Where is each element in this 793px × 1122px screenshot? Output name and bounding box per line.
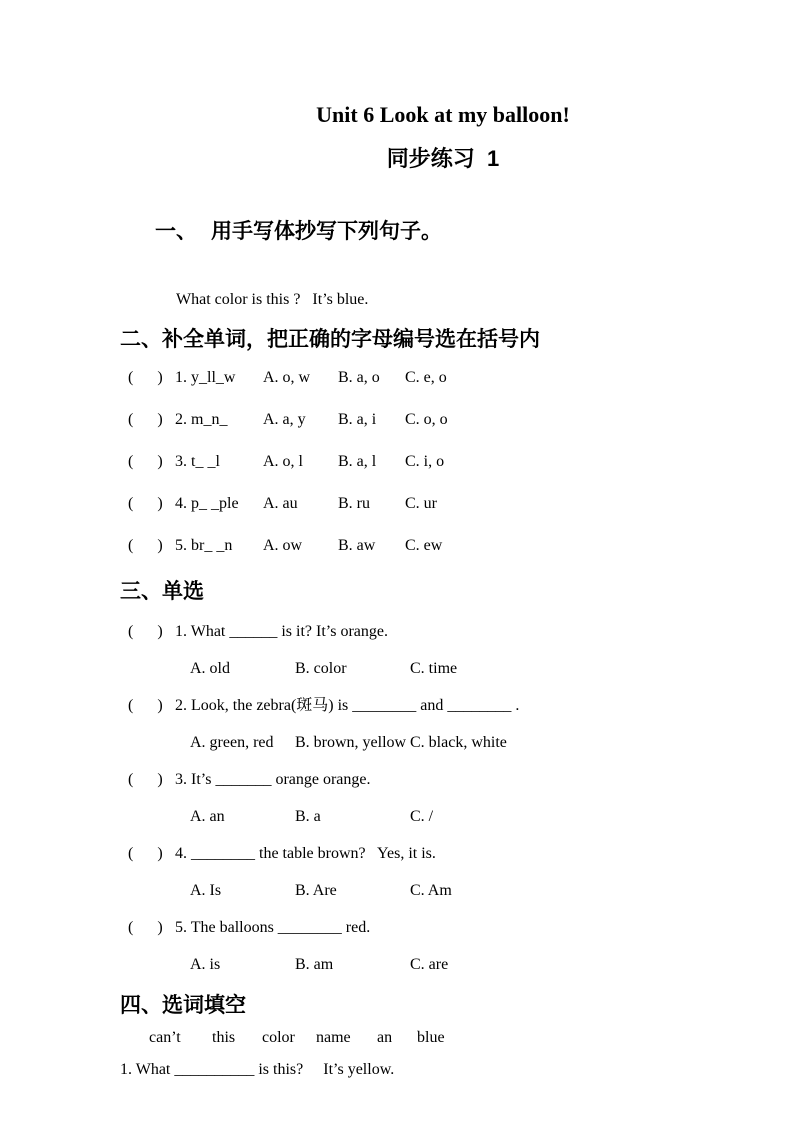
question-stem: 2. m_n_ [175, 411, 228, 428]
mc-options-row [128, 659, 753, 679]
completion-row [128, 410, 753, 430]
completion-row [128, 536, 753, 556]
option-c: C. e, o [405, 369, 447, 386]
completion-row [128, 494, 753, 514]
word-bank-item: blue [417, 1029, 445, 1046]
multiple-choice-rows [120, 622, 753, 975]
option-c: C. Am [410, 882, 452, 899]
word-bank-item: color [262, 1029, 295, 1046]
answer-bracket: ( ) [128, 369, 163, 386]
completion-row [128, 452, 753, 472]
mc-options-row [128, 733, 753, 753]
option-c: C. black, white [410, 734, 507, 751]
doc-subtitle: 同步练习 1 [386, 146, 500, 171]
option-c: C. o, o [405, 411, 448, 428]
completion-row [128, 368, 753, 388]
word-bank-item: name [316, 1029, 351, 1046]
option-a: A. au [263, 495, 298, 512]
option-a: A. green, red [190, 734, 274, 751]
option-b: B. a, i [338, 411, 377, 428]
answer-bracket: ( ) [128, 411, 163, 428]
option-c: C. / [410, 808, 434, 825]
section-four-heading: 四、选词填空 [120, 994, 246, 1017]
answer-bracket: ( ) [128, 919, 163, 936]
answer-bracket: ( ) [128, 537, 163, 554]
option-b: B. ru [338, 495, 370, 512]
option-b: B. Are [295, 882, 337, 899]
word-bank [120, 1028, 753, 1048]
option-a: A. an [190, 808, 225, 825]
option-b: B. a [295, 808, 321, 825]
word-bank-item: this [212, 1029, 236, 1046]
question-stem: 2. Look, the zebra(斑马) is ________ and ________ . [175, 697, 520, 714]
answer-bracket: ( ) [128, 845, 163, 862]
question-stem: 5. br_ _n [175, 537, 233, 554]
option-b: B. am [295, 956, 334, 973]
option-a: A. is [190, 956, 221, 973]
word-bank-item: an [377, 1029, 393, 1046]
completion-rows [120, 368, 753, 556]
answer-bracket: ( ) [128, 495, 163, 512]
option-a: A. ow [263, 537, 303, 554]
question-stem: 3. It’s _______ orange orange. [175, 771, 371, 788]
option-c: C. ew [405, 537, 443, 554]
fill-question: 1. What __________ is this? It’s yellow. [120, 1061, 395, 1078]
mc-question-row [128, 622, 753, 642]
option-a: A. a, y [263, 411, 306, 428]
option-a: A. old [190, 660, 230, 677]
option-c: C. time [410, 660, 458, 677]
section-three-heading: 三、单选 [120, 580, 204, 603]
doc-title: Unit 6 Look at my balloon! [316, 102, 570, 127]
question-stem: 3. t_ _l [175, 453, 220, 470]
mc-options-row [128, 881, 753, 901]
mc-question-row [128, 696, 753, 716]
question-stem: 1. y_ll_w [175, 369, 236, 386]
answer-bracket: ( ) [128, 623, 163, 640]
mc-options-row [128, 807, 753, 827]
option-b: B. a, o [338, 369, 380, 386]
option-b: B. aw [338, 537, 376, 554]
mc-question-row [128, 770, 753, 790]
question-stem: 1. What ______ is it? It’s orange. [175, 623, 388, 640]
section-one-number: 一、 [155, 220, 198, 243]
question-stem: 4. ________ the table brown? Yes, it is. [175, 845, 436, 862]
option-c: C. are [410, 956, 449, 973]
option-a: A. o, w [263, 369, 311, 386]
option-b: B. color [295, 660, 347, 677]
mc-question-row [128, 844, 753, 864]
answer-bracket: ( ) [128, 453, 163, 470]
mc-options-row [128, 955, 753, 975]
option-c: C. ur [405, 495, 437, 512]
mc-question-row [128, 918, 753, 938]
word-bank-item: can’t [149, 1029, 181, 1046]
question-stem: 4. p_ _ple [175, 495, 239, 512]
option-a: A. Is [190, 882, 222, 899]
section-one-heading [120, 190, 753, 274]
section-one-heading-text: 用手写体抄写下列句子。 [211, 220, 443, 243]
option-c: C. i, o [405, 453, 445, 470]
answer-bracket: ( ) [128, 697, 163, 714]
question-stem: 5. The balloons ________ red. [175, 919, 371, 936]
answer-bracket: ( ) [128, 771, 163, 788]
section-two-heading: 二、补全单词，把正确的字母编号选在括号内 [120, 328, 540, 351]
option-b: B. a, l [338, 453, 377, 470]
copy-sentence: What color is this ? It’s blue. [176, 291, 369, 308]
option-a: A. o, l [263, 453, 303, 470]
option-b: B. brown, yellow [295, 734, 407, 751]
